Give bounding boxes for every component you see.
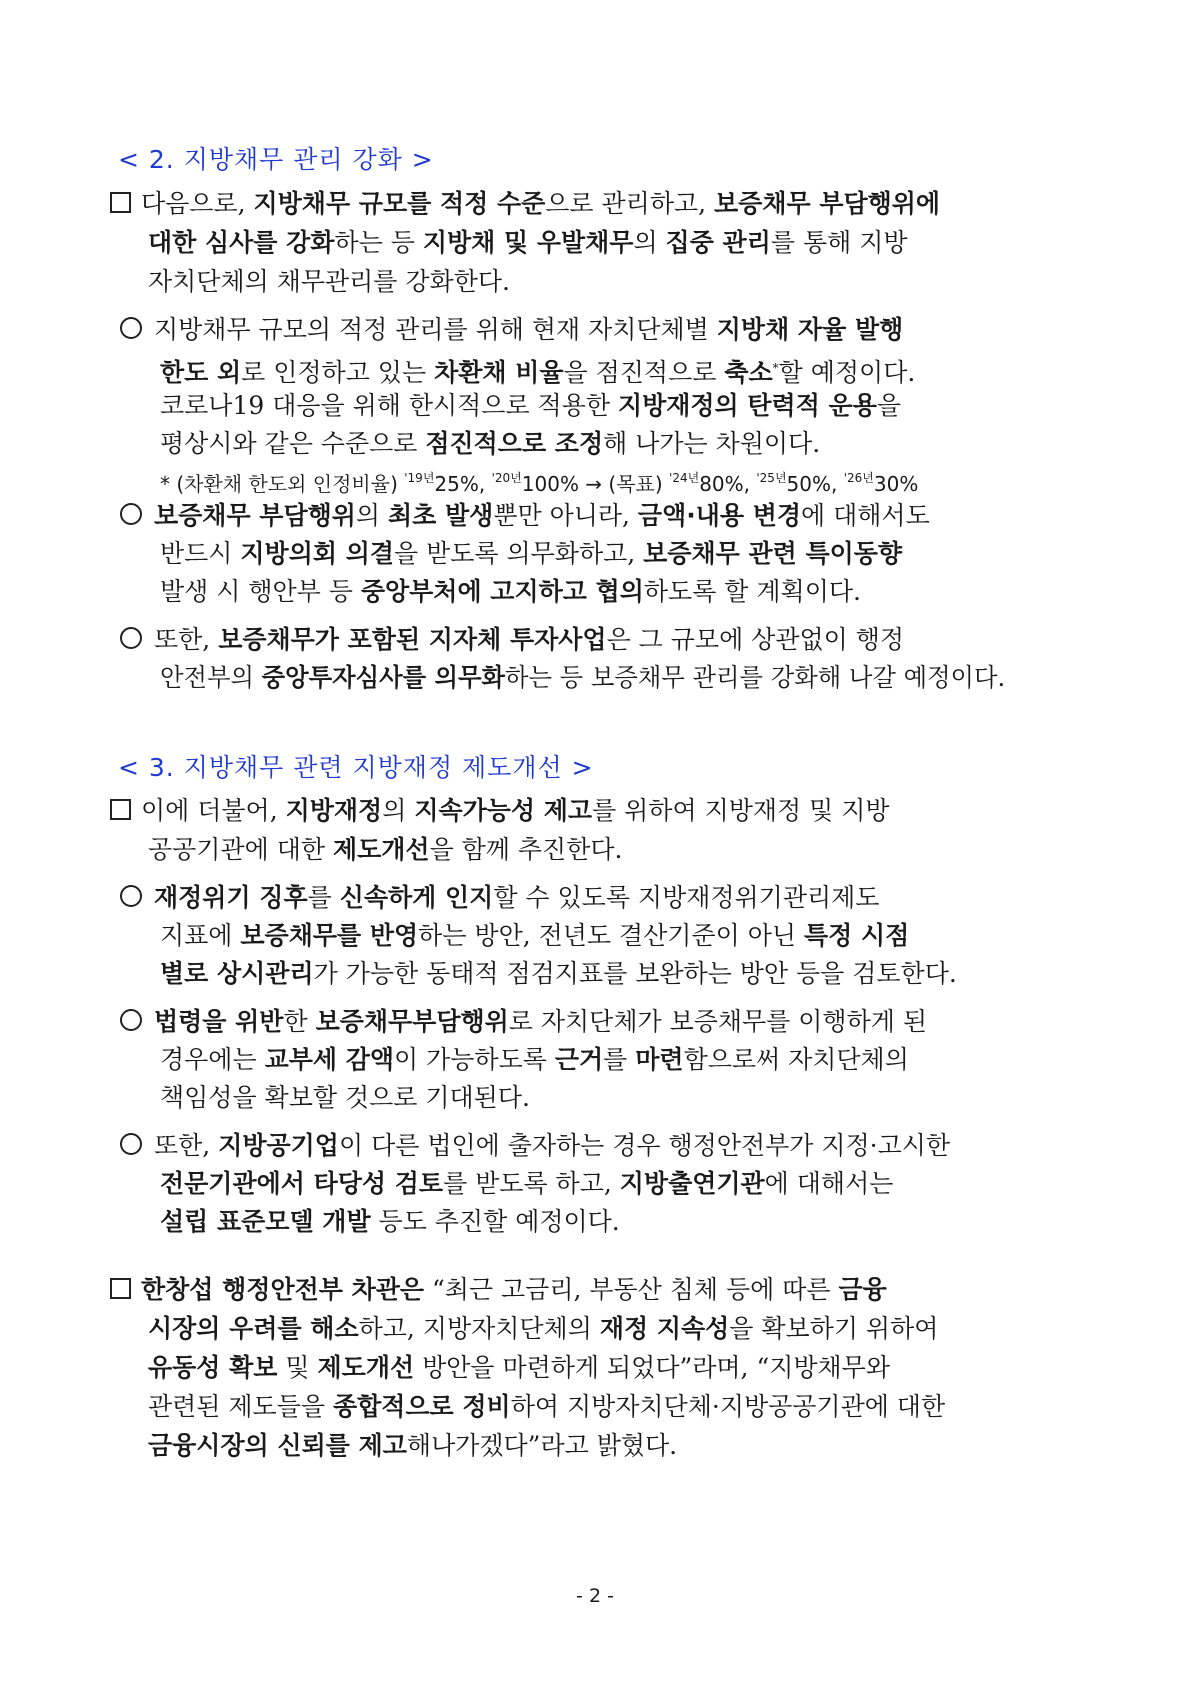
circle-paragraph-line: 지표에 보증채무를 반영하는 방안, 전년도 결산기준이 아닌 특정 시점 xyxy=(160,921,910,950)
closing-paragraph-line: 금융시장의 신뢰를 제고해나가겠다”라고 밝혔다. xyxy=(148,1431,678,1460)
circle-paragraph-line: 또한, 지방공기업이 다른 법인에 출자하는 경우 행정안전부가 지정·고시한 xyxy=(120,1130,950,1162)
closing-paragraph-line: 시장의 우려를 해소하고, 지방자치단체의 재정 지속성을 확보하기 위하여 xyxy=(148,1314,939,1343)
circle-paragraph-line: 보증채무 부담행위의 최초 발생뿐만 아니라, 금액·내용 변경에 대해서도 xyxy=(120,500,930,532)
circle-paragraph-line: 발생 시 행안부 등 중앙부처에 고지하고 협의하도록 할 계획이다. xyxy=(160,577,861,606)
circle-paragraph-line: 경우에는 교부세 감액이 가능하도록 근거를 마련함으로써 자치단체의 xyxy=(160,1045,909,1074)
closing-paragraph-line: 한창섭 행정안전부 차관은 “최근 고금리, 부동산 침체 등에 따른 금융 xyxy=(110,1274,887,1306)
circle-paragraph-line: 전문기관에서 타당성 검토를 받도록 하고, 지방출연기관에 대해서는 xyxy=(160,1169,894,1198)
circle-bullet-icon xyxy=(120,627,142,649)
checkbox-square-icon xyxy=(110,799,131,820)
circle-bullet-icon xyxy=(120,885,142,907)
circle-paragraph-line: 설립 표준모델 개발 등도 추진할 예정이다. xyxy=(160,1207,620,1236)
box-paragraph-line: 이에 더불어, 지방재정의 지속가능성 제고를 위하여 지방재정 및 지방 xyxy=(110,795,890,827)
circle-bullet-icon xyxy=(120,1133,142,1155)
circle-paragraph-line: 안전부의 중앙투자심사를 의무화하는 등 보증채무 관리를 강화해 나갈 예정이다. xyxy=(160,663,1006,692)
circle-paragraph-line: 반드시 지방의회 의결을 받도록 의무화하고, 보증채무 관련 특이동향 xyxy=(160,539,903,568)
checkbox-square-icon xyxy=(110,192,131,213)
circle-bullet-icon xyxy=(120,317,142,339)
box-paragraph-line: 다음으로, 지방채무 규모를 적정 수준으로 관리하고, 보증채무 부담행위에 xyxy=(110,188,940,220)
circle-bullet-icon xyxy=(120,503,142,525)
circle-paragraph-line: 코로나19 대응을 위해 한시적으로 적용한 지방재정의 탄력적 운용을 xyxy=(160,391,902,420)
section-heading-2: < 2. 지방채무 관리 강화 > xyxy=(118,145,434,174)
box-paragraph-line: 자치단체의 채무관리를 강화한다. xyxy=(148,267,510,296)
circle-paragraph-line: 평상시와 같은 수준으로 점진적으로 조정해 나가는 차원이다. xyxy=(160,429,821,458)
closing-paragraph-line: 관련된 제도들을 종합적으로 정비하여 지방자치단체·지방공공기관에 대한 xyxy=(148,1392,946,1421)
circle-paragraph-line: 또한, 보증채무가 포함된 지자체 투자사업은 그 규모에 상관없이 행정 xyxy=(120,624,904,656)
circle-paragraph-line: 별로 상시관리가 가능한 동태적 점검지표를 보완하는 방안 등을 검토한다. xyxy=(160,959,957,988)
circle-paragraph-line: 한도 외로 인정하고 있는 차환채 비율을 점진적으로 축소*할 예정이다. xyxy=(160,358,916,387)
footnote-line: * (차환채 한도외 인정비율) $^{'19년}$25%, $^{'20년}$100% → (목표) $^{'24년}$80%, $^{'25년}$50%, $^{'26년}$30% xyxy=(160,471,919,496)
box-paragraph-line: 대한 심사를 강화하는 등 지방채 및 우발채무의 집중 관리를 통해 지방 xyxy=(148,228,908,257)
circle-paragraph-line: 지방채무 규모의 적정 관리를 위해 현재 자치단체별 지방채 자율 발행 xyxy=(120,314,903,346)
circle-bullet-icon xyxy=(120,1009,142,1031)
circle-paragraph-line: 재정위기 징후를 신속하게 인지할 수 있도록 지방재정위기관리제도 xyxy=(120,882,879,914)
closing-paragraph-line: 유동성 확보 및 제도개선 방안을 마련하게 되었다”라며, “지방채무와 xyxy=(148,1353,890,1382)
checkbox-square-icon xyxy=(110,1278,131,1299)
section-heading-3: < 3. 지방채무 관련 지방재정 제도개선 > xyxy=(118,753,594,782)
circle-paragraph-line: 법령을 위반한 보증채무부담행위로 자치단체가 보증채무를 이행하게 된 xyxy=(120,1006,927,1038)
circle-paragraph-line: 책임성을 확보할 것으로 기대된다. xyxy=(160,1083,530,1112)
page-number: - 2 - xyxy=(576,1585,614,1607)
box-paragraph-line: 공공기관에 대한 제도개선을 함께 추진한다. xyxy=(148,835,623,864)
